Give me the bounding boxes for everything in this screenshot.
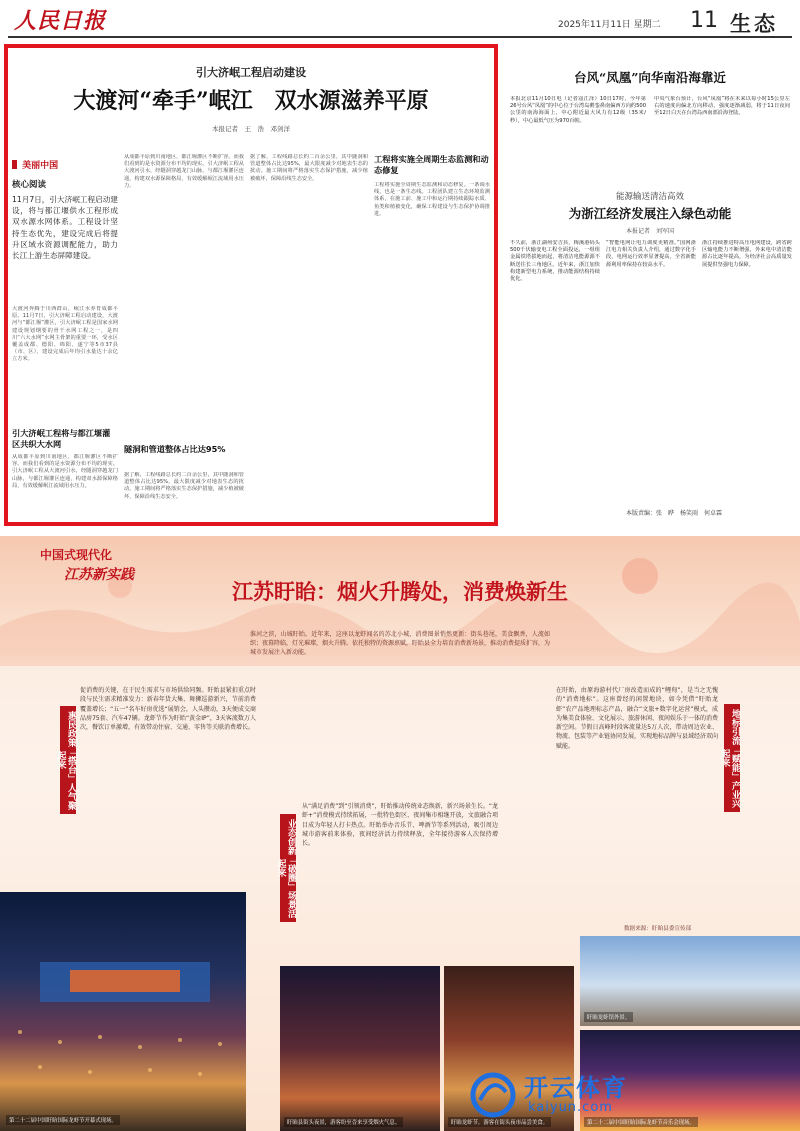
story-body-col4: 工程将实施全周期生态监测和动态修复。一条调水线，也是一条生态线。工程团队建立生态环境监测体系，在施工前、施工中和运行期持续跟踪水质、鱼类和植被变化，确保工程建设与生态保护协调推进。 [374, 182, 490, 217]
photo-lobster-hall [580, 936, 800, 1026]
column-tag [12, 154, 59, 171]
feature-footer-note: 数据来源：盱眙县委宣传部 [624, 926, 692, 932]
story-body-col2b: 据了解，工程线路总长约二百余公里，其中隧洞和管道整体占比达95%，最大限度减少对地表生态的扰动。施工期间将严格落实生态保护措施，减少植被破坏，保障沿线生态安全。 [124, 472, 244, 500]
story-body-col1: 大渡河奔腾于川西群山，岷江水养育成都平原。11月7日，引大济岷工程启动建设，大渡河与“都江堰”灌区，引大济岷工程是国家水网建设规划纲要的骨干水网工程之一，是四川“六大水网”水网主骨架的重要一环，受水区覆盖成都、德阳、绵阳、遂宁等5市37县（市、区），建设完成后年均引水量达十余亿立方米。 [12, 306, 118, 363]
watermark-logo-icon [468, 1070, 518, 1120]
top-story-frame [4, 44, 498, 526]
typhoon-lead: 本报北京11月10日电（记者寇江泽）10日17时，今年第26号台风“凤凰”的中心位于台湾岛鹅銮鼻南偏西方向约500公里的南海海面上，中心附近最大风力有12级（35米/秒），中心最低气压为970百帕。 [510, 96, 646, 124]
photo-night-street [280, 966, 440, 1131]
watermark-text: 开云体育 [524, 1074, 628, 1102]
story-body-col3: 据了解，工程线路总长约二百余公里，其中隧洞和管道整体占比达95%，最大限度减少对地表生态的扰动。施工期间将严格落实生态保护措施，减少植被破坏，保障沿线生态安全。 [250, 154, 368, 182]
typhoon-article [506, 60, 794, 180]
side-label-right: 地标引流「赋能」产业兴起来 [724, 704, 740, 812]
subhead-3: 工程将实施全周期生态监测和动态修复 [374, 154, 489, 175]
energy-headline: 为浙江经济发展注入绿色动能 [568, 206, 732, 221]
feature-section [0, 536, 800, 1131]
photo-caption-2: 盱眙县街头夜景，游客纷至沓来享受烟火气息。 [284, 1117, 403, 1127]
story-kicker: 引大济岷工程启动建设 [196, 66, 306, 79]
masthead-rule [8, 36, 792, 38]
energy-kicker: 能源输送清洁高效 [615, 192, 684, 202]
feature-headline: 江苏盱眙：烟火升腾处，消费焕新生 [232, 579, 568, 604]
column-tag-label: 美丽中国 [22, 161, 59, 171]
watermark-url: kaiyun.com [528, 1100, 613, 1115]
story-body-col1b: 从成都平原到川南地区，都江堰灌区不断扩容。而我们看到的是水资源分布不均的现实。引大济岷工程从大渡河引水，经隧洞穿越龙门山脉，与都江堰灌区连通，构建双水源保障格局，有效缓解岷江流域用水压力。 [12, 454, 118, 489]
side-label-left: 惠民政策「搭台」人气聚起来 [60, 706, 76, 814]
photo-caption-3: 盱眙龙虾节，游客在街头夜市品尝美食。 [448, 1117, 551, 1127]
feature-col2-text: 从“满足消费”到“引领消费”，盱眙推动传统业态焕新，新兴场景生长。“龙虾+”消费模式持续拓展，一批特色街区、夜间集市相继开放，文旅融合项目成为年轻人打卡热点。盱眙举办音乐节、啤酒节等系列活动，吸引周边城市游客前来体验，夜间经济活力持续释放，全年接待游客人次保持增长。 [302, 803, 498, 848]
core-reading-text: 11月7日，引大济岷工程启动建设，将与都江堰供水工程形成双水源水网体系。工程设计坚持生态优先，建设完成后将提升区域水资源调配能力，助力长江上游生态屏障建设。 [12, 195, 118, 261]
feature-intro: 淮河之滨，山城盱眙。近年来，这座以龙虾闻名的苏北小城，消费图景悄然更新：街头巷尾，美食飘香，人流如织；夜幕降临，灯光璀璨，烟火升腾。依托独特的资源禀赋，盱眙县全力培育消费新场景，推动消费提质扩容，为城市发展注入新动能。 [250, 631, 550, 656]
energy-body-col3: 浙江持续推进特高压电网建设，跨省跨区输电能力不断增强，外来电中清洁能源占比逐年提高，为经济社会高质量发展提供坚强电力保障。 [702, 240, 792, 268]
newspaper-logo: 人民日报 [14, 8, 107, 34]
masthead [0, 0, 800, 38]
feature-col3-text: 在盱眙，由原海游村代厂房改造而成的“鲤甸”，是当之无愧的“消费地标”。这座曾经的闲置地块，如今凭借“盱眙龙虾”农产品地理标志产品，融合“文旅+数字化运营”模式，成为集美食体验、文化展示、旅游休闲、夜间娱乐于一体的消费新空间。节假日高峰时段客流量达5万人次，带动周边农业、物流、包装等产业链协同发展，实现地标品牌与县域经济双向赋能。 [556, 687, 718, 750]
energy-body-col2: “智能电网让电力调度更精准。”国网浙江电力相关负责人介绍，通过数字化手段，电网运行效率显著提高，全省新能源利用率保持在较高水平。 [606, 240, 696, 268]
feature-col1-text: 促消费的关键，在于民生需求与市场供给同频。盱眙县紧扣重点时段与民生需求精准发力：新春年货大集、舞狮巡游新兴，节前消费覆盖增长；“五一”名车好房优选“展销会，人头攒动，3天便成交商品房75套、汽车47辆。龙虾节作为盱眙“黄金IP”，3天客流数万人次，餐饮订单激增，有效带动住宿、交通、零售等关联消费增长。 [80, 687, 256, 732]
site-watermark [468, 1066, 768, 1126]
photo-caption-1: 第二十二届中国盱眙国际龙虾节开幕式现场。 [6, 1115, 120, 1125]
page-editors: 本版责编：张 晔 杨笑雨 何卓霖 [626, 510, 723, 517]
issue-date: 2025年11月11日 星期二 [558, 20, 661, 30]
photo-caption-4: 盱眙龙虾馆外景。 [584, 1012, 633, 1022]
crowd-illustration [0, 892, 246, 1131]
subhead-2: 隧洞和管道整体占比达95% [124, 444, 226, 454]
photo-caption-5: 第二十二届中国盱眙国际龙虾节音乐会现场。 [584, 1117, 698, 1127]
typhoon-headline: 台风“凤凰”向华南沿海靠近 [574, 70, 726, 85]
side-label-mid: 业态创新「破圈」场景活起来 [280, 814, 296, 922]
feature-banner-line2: 江苏新实践 [64, 567, 134, 583]
energy-body-col1: 不久前，浙江湖州安吉县，梅溪港码头500千伏输变电工程全面投运，一组组金属铁塔拔地而起，将清洁电能源源不断送往长三角地区。近年来，浙江加快构建新型电力系统，推动能源结构持续优化。 [510, 240, 600, 283]
story-byline: 本报记者 王 浩 邓剑洋 [212, 125, 290, 133]
story-headline: 大渡河“牵手”岷江 双水源滋养平原 [73, 88, 429, 114]
feature-banner-line1: 中国式现代化 [40, 548, 113, 562]
energy-article [506, 182, 794, 522]
subhead-1: 引大济岷工程将与都江堰灌区共织大水网 [12, 428, 111, 449]
photo-festival-crowd [0, 892, 246, 1131]
core-reading-label: 核心阅读 [12, 180, 47, 190]
typhoon-text: 中央气象台预计，台风“凤凰”将在未来以每小时15公里左右的速度向偏北方向移动，强度逐渐减弱，将于11日夜间至12日白天在台湾岛西南部沿海登陆。 [654, 96, 790, 117]
story-body-col2: 从成都平原到川南地区，都江堰灌区不断扩容。而我们看到的是水资源分布不均的现实。引大济岷工程从大渡河引水，经隧洞穿越龙门山脉，与都江堰灌区连通，构建双水源保障格局，有效缓解岷江流域用水压力。 [124, 154, 244, 189]
column-tag-marker [12, 160, 17, 169]
section-title: 生态 [730, 11, 778, 36]
page-number: 11 [690, 8, 718, 33]
energy-byline: 本报记者 刘军国 [625, 228, 674, 235]
